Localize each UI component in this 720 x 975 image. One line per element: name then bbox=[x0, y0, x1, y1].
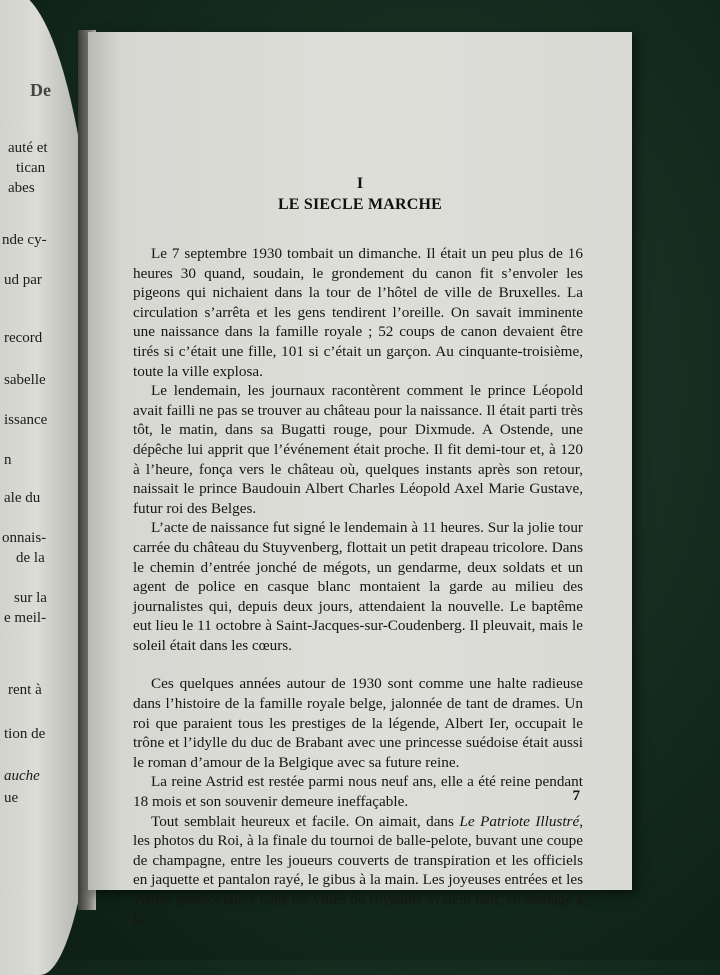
body-text bbox=[133, 244, 583, 929]
left-page-fragment: sabelle bbox=[4, 372, 46, 388]
left-page-fragment: tion de bbox=[4, 726, 46, 742]
left-page-fragment: n bbox=[4, 452, 12, 468]
paragraph-6-end: , les photos du Roi, à la finale du tournoi de balle-pelote, buvant une coupe de champagne, entre les joueurs couverts de transpiration et les officiels en jaquette et pantalon rayé, le gibus à la main. Les joyeuses entrées et les visites protocolaires dans les villes du royaume avaient lieu, en attelage à la bbox=[133, 812, 583, 928]
left-page-fragment: auche bbox=[4, 768, 40, 784]
left-page-fragment: ale du bbox=[4, 490, 41, 506]
paragraph-1: Le 7 septembre 1930 tombait un dimanche. Il était un peu plus de 16 heures 30 quand, soudain, le grondement du canon fit s’envoler les pigeons qui nichaient dans la tour de l’hôtel de ville de Bruxelles. La circulation s’arrêta et les gens tendirent l’oreille. On savait imminente une naissance dans la famille royale ; 52 coups de canon devaient être tirés si c’était une fille, 101 si c’était un garçon. Au cinquante-troisième, toute la ville explosa. bbox=[133, 245, 583, 380]
left-page-fragment: tican bbox=[16, 160, 46, 176]
left-page-fragment: ue bbox=[4, 790, 19, 806]
paragraph-2: Le lendemain, les journaux racontèrent comment le prince Léopold avait failli ne pas se trouver au château pour la naissance. Il était parti très tôt, le matin, dans sa Bugatti rouge, pour Dixmude. A Ostende, une dépêche lui apprit que l’événement était proche. Il fit demi-tour et, à 120 à l’heure, fonça vers le château où, quelques instants après son retour, naissait le prince Baudouin Albert Charles Léopold Axel Marie Gustave, futur roi des Belges. bbox=[133, 382, 583, 517]
chapter-title: LE SIECLE MARCHE bbox=[277, 196, 443, 213]
paragraph-4: Ces quelques années autour de 1930 sont comme une halte radieuse dans l’histoire de la famille royale belge, jalonnée de tant de drames. Un roi que paraient tous les prestiges de la légende, Albert Ier, occupait le trône et l’idylle du duc de Brabant avec une princesse suédoise était aussi le roman d’amour de la Belgique avec sa future reine. bbox=[133, 675, 583, 771]
paragraph-6-start: Tout semblait heureux et facile. On aimait, dans bbox=[151, 812, 460, 830]
paragraph-5: La reine Astrid est restée parmi nous neuf ans, elle a été reine pendant 18 mois et son souvenir demeure ineffaçable. bbox=[133, 773, 583, 811]
paragraph-6 bbox=[133, 812, 583, 930]
chapter-number: I bbox=[356, 175, 364, 192]
left-page-fragment: de la bbox=[16, 550, 45, 566]
left-page-fragment: rent à bbox=[8, 682, 42, 698]
left-page-fragment: record bbox=[4, 330, 43, 346]
left-page-fragment: ud par bbox=[4, 272, 42, 288]
left-page-fragment: nde cy- bbox=[2, 232, 47, 248]
right-page bbox=[88, 32, 632, 928]
left-page-fragment: e meil- bbox=[4, 610, 47, 626]
left-page-fragment: onnais- bbox=[2, 530, 47, 546]
left-page-fragment: auté et bbox=[8, 140, 48, 156]
left-page-fragment: issance bbox=[4, 412, 48, 428]
magazine-title: Le Patriote Illustré bbox=[459, 812, 580, 830]
paragraph-3: L’acte de naissance fut signé le lendemain à 11 heures. Sur la jolie tour carrée du château du Stuyvenberg, flottait un petit drapeau tricolore. Dans le chemin d’entrée jonché de mégots, un gendarme, deux soldats et un agent de police en casque blanc montaient la garde au milieu des journalistes qui, depuis deux jours, attendaient la nouvelle. Le baptême eut lieu le 11 octobre à Saint-Jacques-sur-Coudenberg. Il pleuvait, mais le soleil était dans les cœurs. bbox=[133, 519, 583, 654]
left-page-fragment: abes bbox=[8, 180, 35, 196]
page-number: 7 bbox=[572, 788, 580, 804]
left-page-fragment: De bbox=[30, 80, 51, 100]
left-page-fragment: sur la bbox=[14, 590, 47, 606]
